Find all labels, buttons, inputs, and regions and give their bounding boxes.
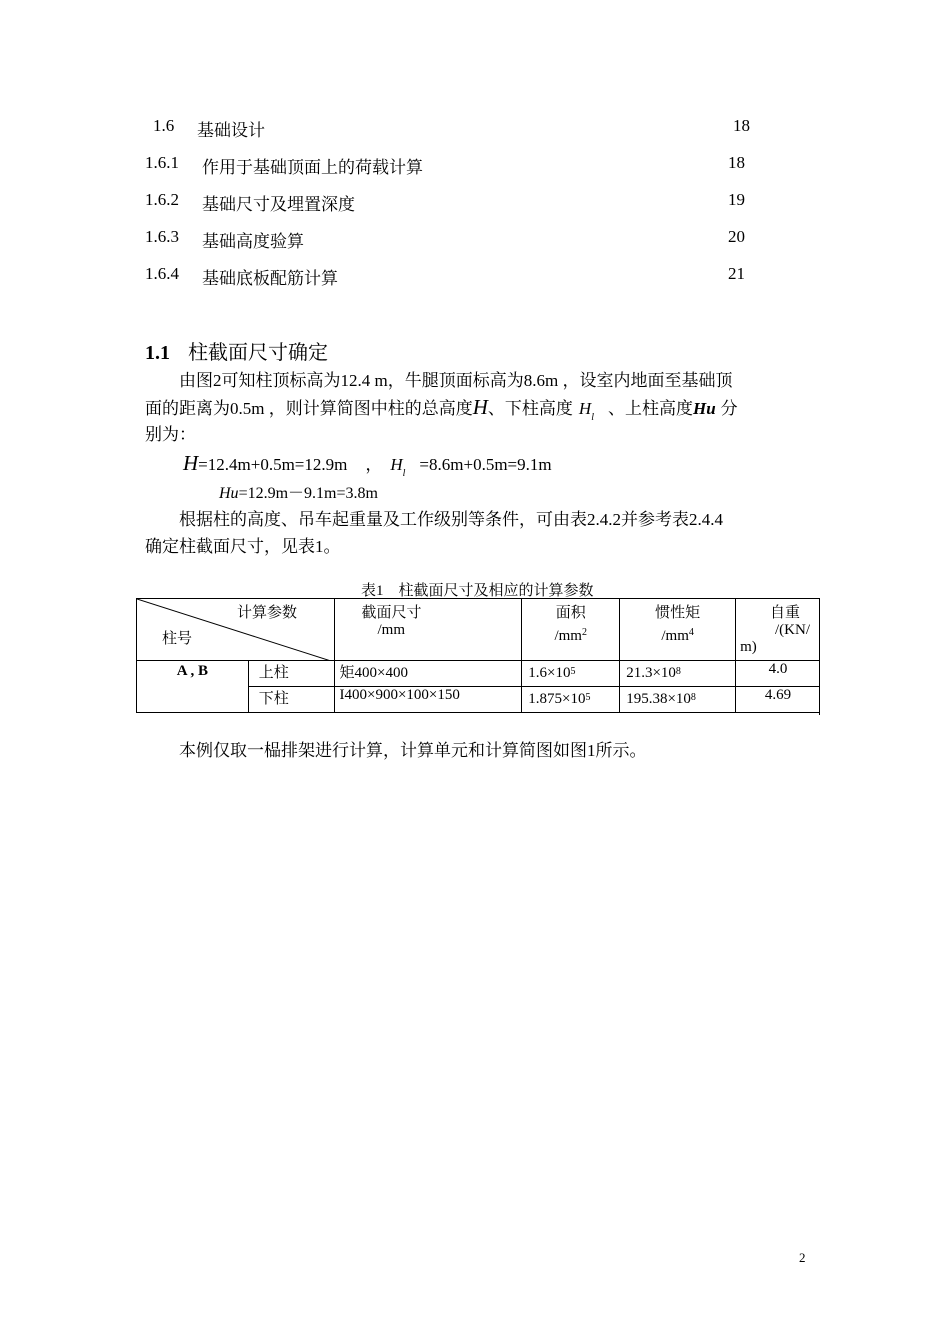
- toc-title: 作用于基础顶面上的荷载计算: [202, 158, 423, 177]
- symbol-Hu: Hu: [219, 485, 239, 502]
- equation-2: [219, 480, 378, 507]
- para1-text: 、上柱高度: [607, 399, 693, 418]
- toc-title: 基础高度验算: [202, 232, 304, 251]
- para1-line1: 由图2可知柱顶标高为12.4 m，牛腿顶面标高为8.6m ，设室内地面至基础顶: [179, 371, 733, 390]
- row-size: I400×900×100×150: [335, 687, 522, 713]
- toc-title: 基础尺寸及埋置深度: [202, 195, 355, 214]
- row-area: $1.875\times 10^5$: [522, 687, 620, 713]
- header-size: 截面尺寸 /mm: [335, 599, 522, 661]
- row-weight: 4.69: [736, 687, 820, 713]
- equation-comma: ，: [365, 455, 383, 474]
- toc-num: 1.6: [153, 116, 175, 135]
- toc-page: 19: [728, 190, 745, 209]
- section-title: 柱截面尺寸确定: [188, 342, 328, 364]
- column-group: A , B: [137, 661, 249, 713]
- symbol-H: H: [472, 395, 488, 419]
- row-inertia: $21.3\times 10^8$: [620, 661, 736, 687]
- para1-text: 面的距离为0.5m ，则计算简图中柱的总高度: [145, 399, 473, 418]
- para3: 本例仅取一榀排架进行计算，计算单元和计算简图如图1所示。: [179, 741, 647, 760]
- header-weight: 自重 /(KN/ m): [736, 599, 820, 661]
- toc-title: 基础底板配筋计算: [202, 269, 338, 288]
- header-area: 面积 $/mm^2$: [522, 599, 620, 661]
- toc-num: 1.6.4: [145, 264, 179, 283]
- symbol-Hu: Hu: [692, 399, 716, 418]
- diagonal-header-cell: [137, 599, 335, 661]
- toc-page: 20: [728, 227, 745, 246]
- toc-title: 基础设计: [197, 121, 265, 140]
- equation-text: =12.4m+0.5m=12.9m: [198, 455, 348, 474]
- row-part: 上柱: [248, 661, 335, 687]
- header-inertia: 惯性矩 $/mm^4$: [620, 599, 736, 661]
- equation-1: [183, 450, 552, 481]
- row-size: 矩400×400: [335, 661, 522, 687]
- para2-line1: 根据柱的高度、吊车起重量及工作级别等条件，可由表2.4.2并参考表2.4.4: [179, 510, 723, 529]
- equation-text: =8.6m+0.5m=9.1m: [419, 455, 552, 474]
- toc-num: 1.6.2: [145, 190, 179, 209]
- para1-line2: [145, 394, 738, 425]
- toc-page: 21: [728, 264, 745, 283]
- row-area: $1.6\times 10^5$: [522, 661, 620, 687]
- symbol-subscript-l: l: [402, 468, 406, 479]
- para1-text: 分: [720, 399, 738, 418]
- row-weight: 4.0: [736, 661, 820, 687]
- row-inertia: $195.38\times 10^8$: [620, 687, 736, 713]
- para1-text: 、下柱高度: [487, 399, 573, 418]
- para1-line3: 别为：: [145, 425, 196, 444]
- toc-num: 1.6.3: [145, 227, 179, 246]
- header-param: 计算参数: [237, 605, 298, 621]
- toc-page: 18: [733, 116, 750, 135]
- symbol-H: H: [183, 451, 199, 475]
- symbol-Hl: H: [578, 399, 592, 418]
- table-caption: 表1 柱截面尺寸及相应的计算参数: [361, 583, 594, 599]
- row-part: 下柱: [248, 687, 335, 713]
- symbol-subscript-l: l: [591, 412, 594, 423]
- table-right-border: [819, 598, 820, 715]
- section-heading: [145, 336, 328, 365]
- toc-page: 18: [728, 153, 745, 172]
- header-column: 柱号: [162, 631, 193, 647]
- para2-line2: 确定柱截面尺寸，见表1。: [145, 537, 341, 556]
- column-parameters-table: [136, 598, 820, 713]
- page-number: 2: [799, 1250, 806, 1265]
- section-number: 1.1: [145, 342, 170, 364]
- equation-text: =12.9m－9.1m=3.8m: [238, 485, 378, 502]
- symbol-Hl: H: [390, 455, 403, 474]
- toc-num: 1.6.1: [145, 153, 179, 172]
